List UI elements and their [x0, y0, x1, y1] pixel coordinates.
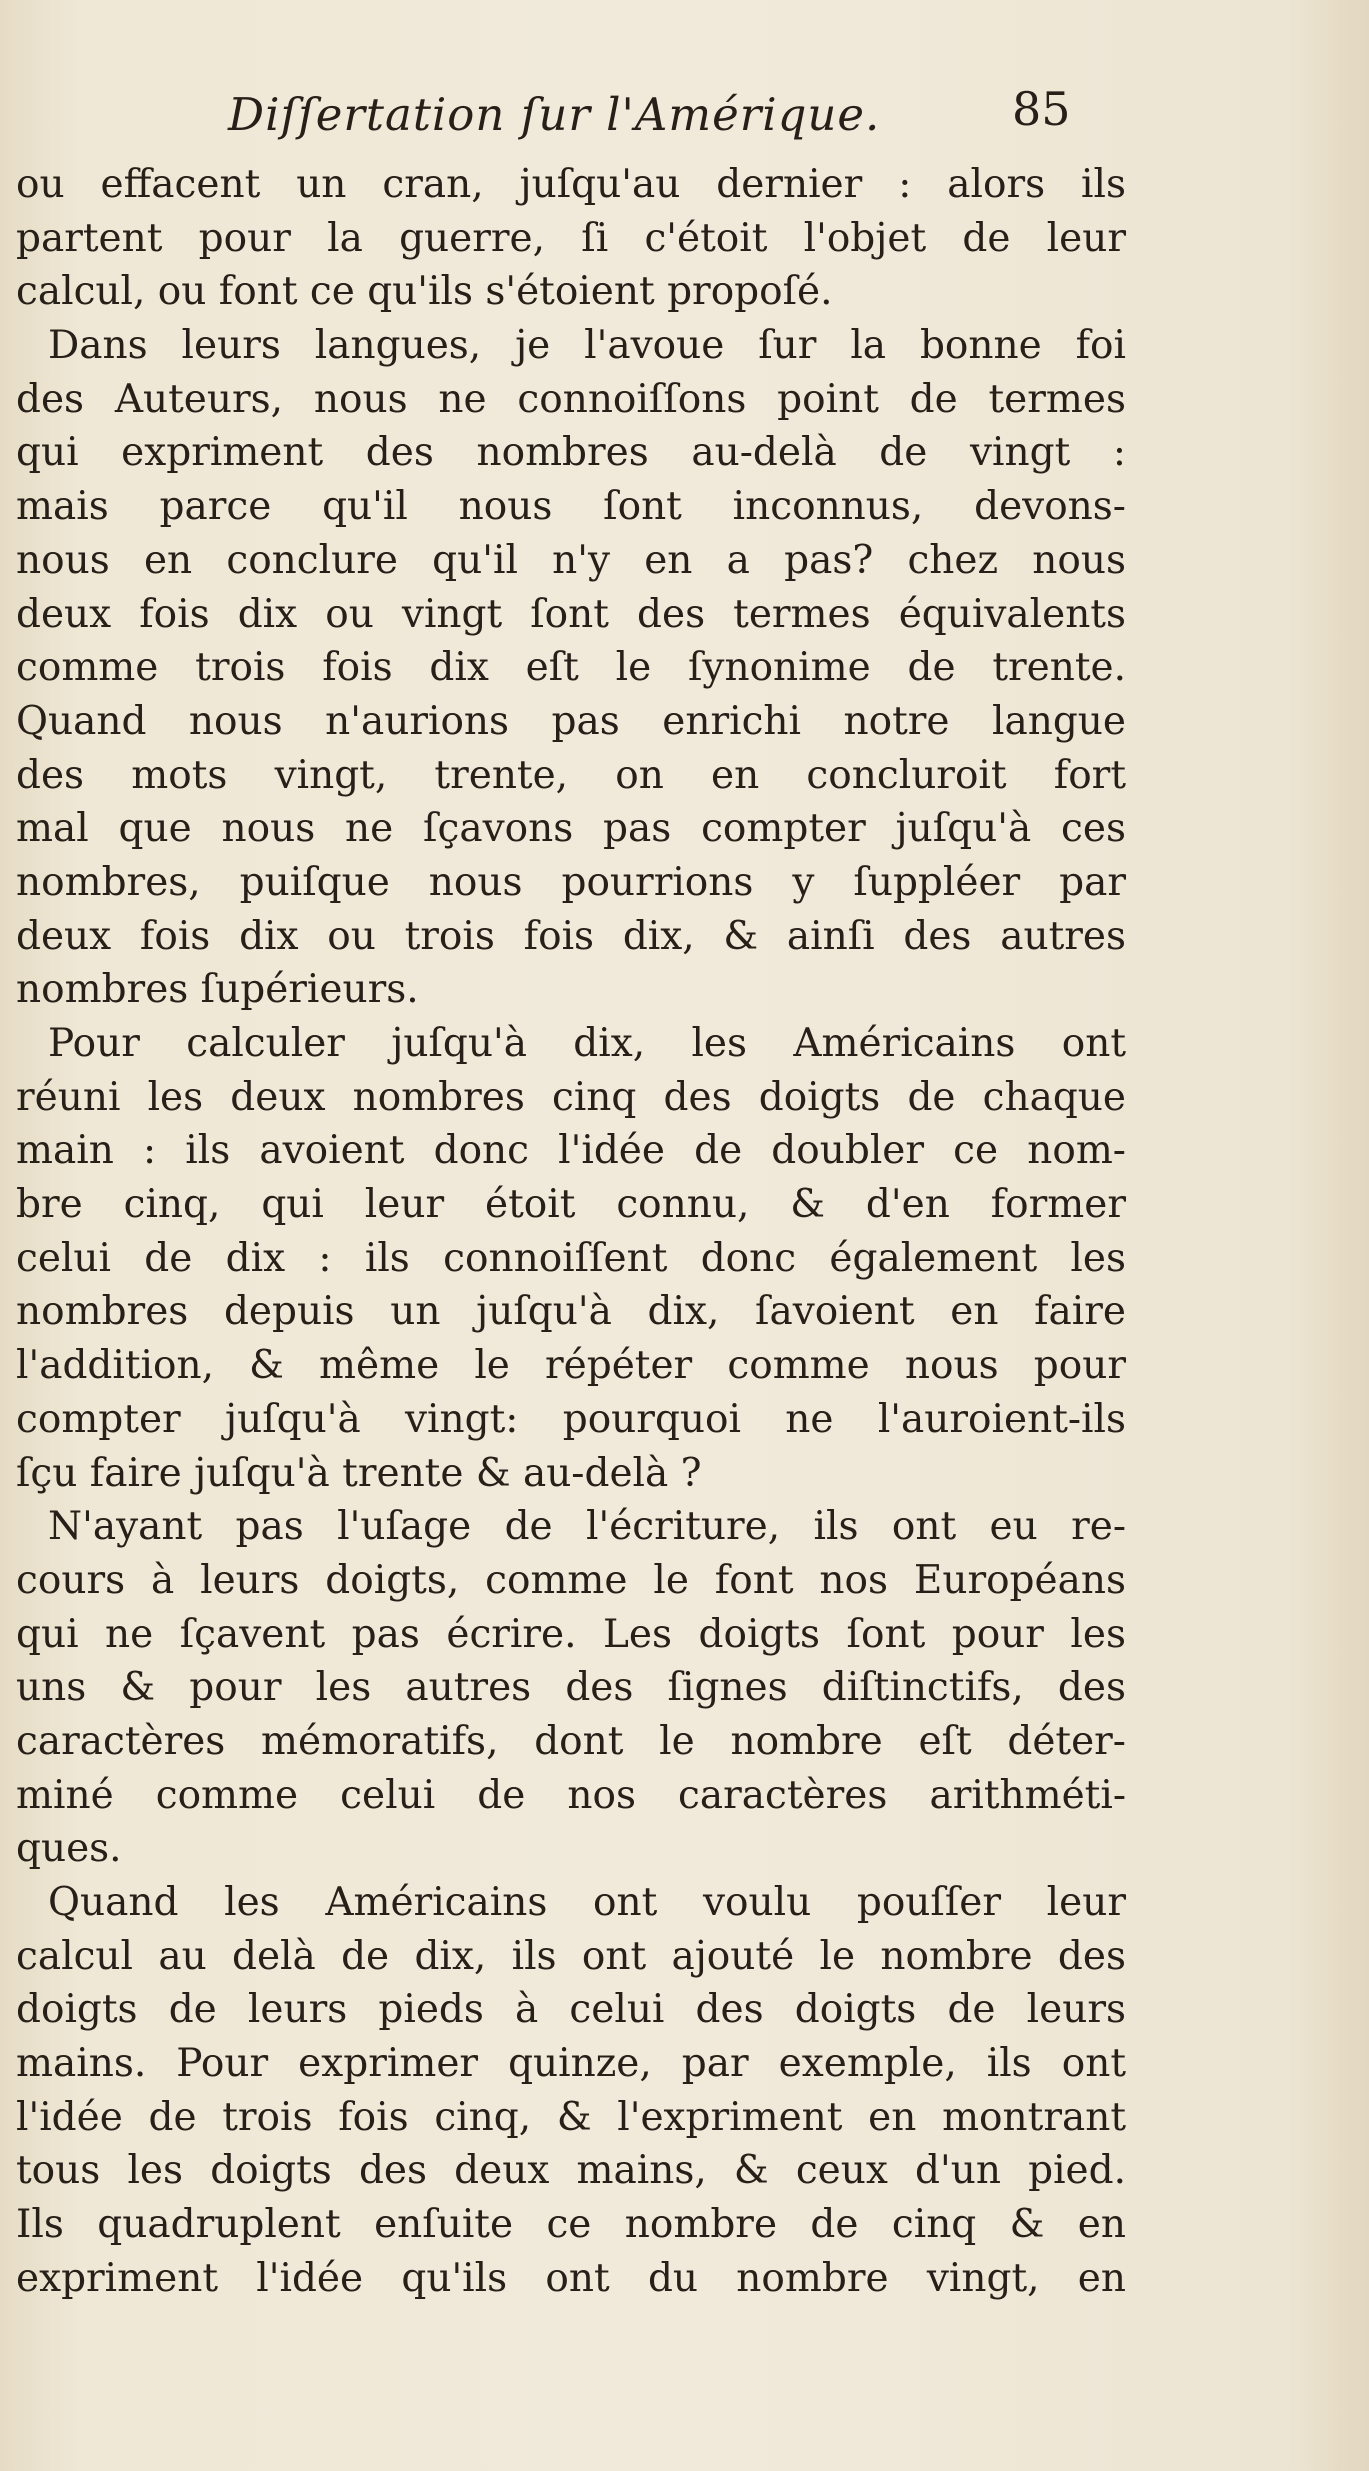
text-line: calcul, ou font ce qu'ils s'étoient propoſé. — [16, 269, 833, 315]
text-line: deux fois dix ou vingt ſont des termes équivalents — [16, 591, 1126, 637]
text-line: des mots vingt, trente, on en concluroit fort — [16, 752, 1126, 798]
text-line: mal que nous ne ſçavons pas compter juſqu'à ces — [16, 806, 1126, 852]
text-line: nous en conclure qu'il n'y en a pas? chez nous — [16, 537, 1126, 583]
text-line: doigts de leurs pieds à celui des doigts de leurs — [16, 1987, 1126, 2033]
text-line: N'ayant pas l'uſage de l'écriture, ils ont eu re- — [48, 1504, 1126, 1550]
text-line: celui de dix : ils connoiſſent donc également les — [16, 1235, 1126, 1281]
text-line: mais parce qu'il nous ſont inconnus, devons- — [16, 484, 1126, 530]
text-line: uns & pour les autres des ſignes diſtinctifs, des — [16, 1665, 1126, 1711]
text-line: ſçu faire juſqu'à trente & au-delà ? — [16, 1450, 702, 1496]
text-line: Ils quadruplent enſuite ce nombre de cinq & en — [16, 2202, 1126, 2248]
text-line: deux fois dix ou trois fois dix, & ainſi des autres — [16, 913, 1126, 959]
text-line: nombres depuis un juſqu'à dix, ſavoient en faire — [16, 1289, 1126, 1335]
text-line: l'addition, & même le répéter comme nous pour — [16, 1343, 1126, 1389]
text-line: bre cinq, qui leur étoit connu, & d'en former — [16, 1182, 1126, 1228]
running-head-title: Diſſertation ſur l'Amérique. — [228, 88, 881, 141]
page-number: 85 — [1012, 82, 1071, 136]
text-line: tous les doigts des deux mains, & ceux d'un pied. — [16, 2148, 1126, 2194]
text-line: réuni les deux nombres cinq des doigts de chaque — [16, 1074, 1126, 1120]
text-line: miné comme celui de nos caractères arithméti- — [16, 1772, 1126, 1818]
text-line: Quand les Américains ont voulu pouſſer leur — [48, 1880, 1126, 1925]
text-line: comme trois fois dix eſt le ſynonime de trente. — [16, 645, 1126, 691]
text-line: compter juſqu'à vingt: pourquoi ne l'auroient-ils — [16, 1396, 1126, 1442]
text-line: calcul au delà de dix, ils ont ajouté le nombre des — [16, 1933, 1126, 1979]
text-line: partent pour la guerre, ſi c'étoit l'objet de leur — [16, 215, 1126, 261]
text-line: Dans leurs langues, je l'avoue ſur la bonne foi — [48, 323, 1126, 369]
text-line: ques. — [16, 1826, 122, 1872]
text-line: l'idée de trois fois cinq, & l'expriment en montrant — [16, 2094, 1126, 2140]
text-line: Pour calculer juſqu'à dix, les Américains ont — [48, 1021, 1126, 1066]
running-head — [0, 72, 1369, 152]
text-line: cours à leurs doigts, comme le font nos Européans — [16, 1557, 1126, 1603]
text-line: nombres, puiſque nous pourrions y ſuppléer par — [16, 859, 1126, 905]
text-line: mains. Pour exprimer quinze, par exemple, ils ont — [16, 2041, 1126, 2087]
body-text — [16, 158, 1126, 2306]
text-line: qui ne ſçavent pas écrire. Les doigts ſont pour les — [16, 1611, 1126, 1657]
text-line: des Auteurs, nous ne connoiſſons point de termes — [16, 376, 1126, 422]
text-line: nombres ſupérieurs. — [16, 967, 419, 1013]
text-line: Quand nous n'aurions pas enrichi notre langue — [16, 698, 1126, 744]
text-line: main : ils avoient donc l'idée de doubler ce nom- — [16, 1128, 1126, 1174]
text-line: qui expriment des nombres au-delà de vingt : — [16, 430, 1126, 476]
text-line: ou effacent un cran, juſqu'au dernier : alors ils — [16, 162, 1126, 207]
text-line: caractères mémoratifs, dont le nombre eſt déter- — [16, 1718, 1126, 1764]
text-line: expriment l'idée qu'ils ont du nombre vingt, en — [16, 2255, 1126, 2301]
